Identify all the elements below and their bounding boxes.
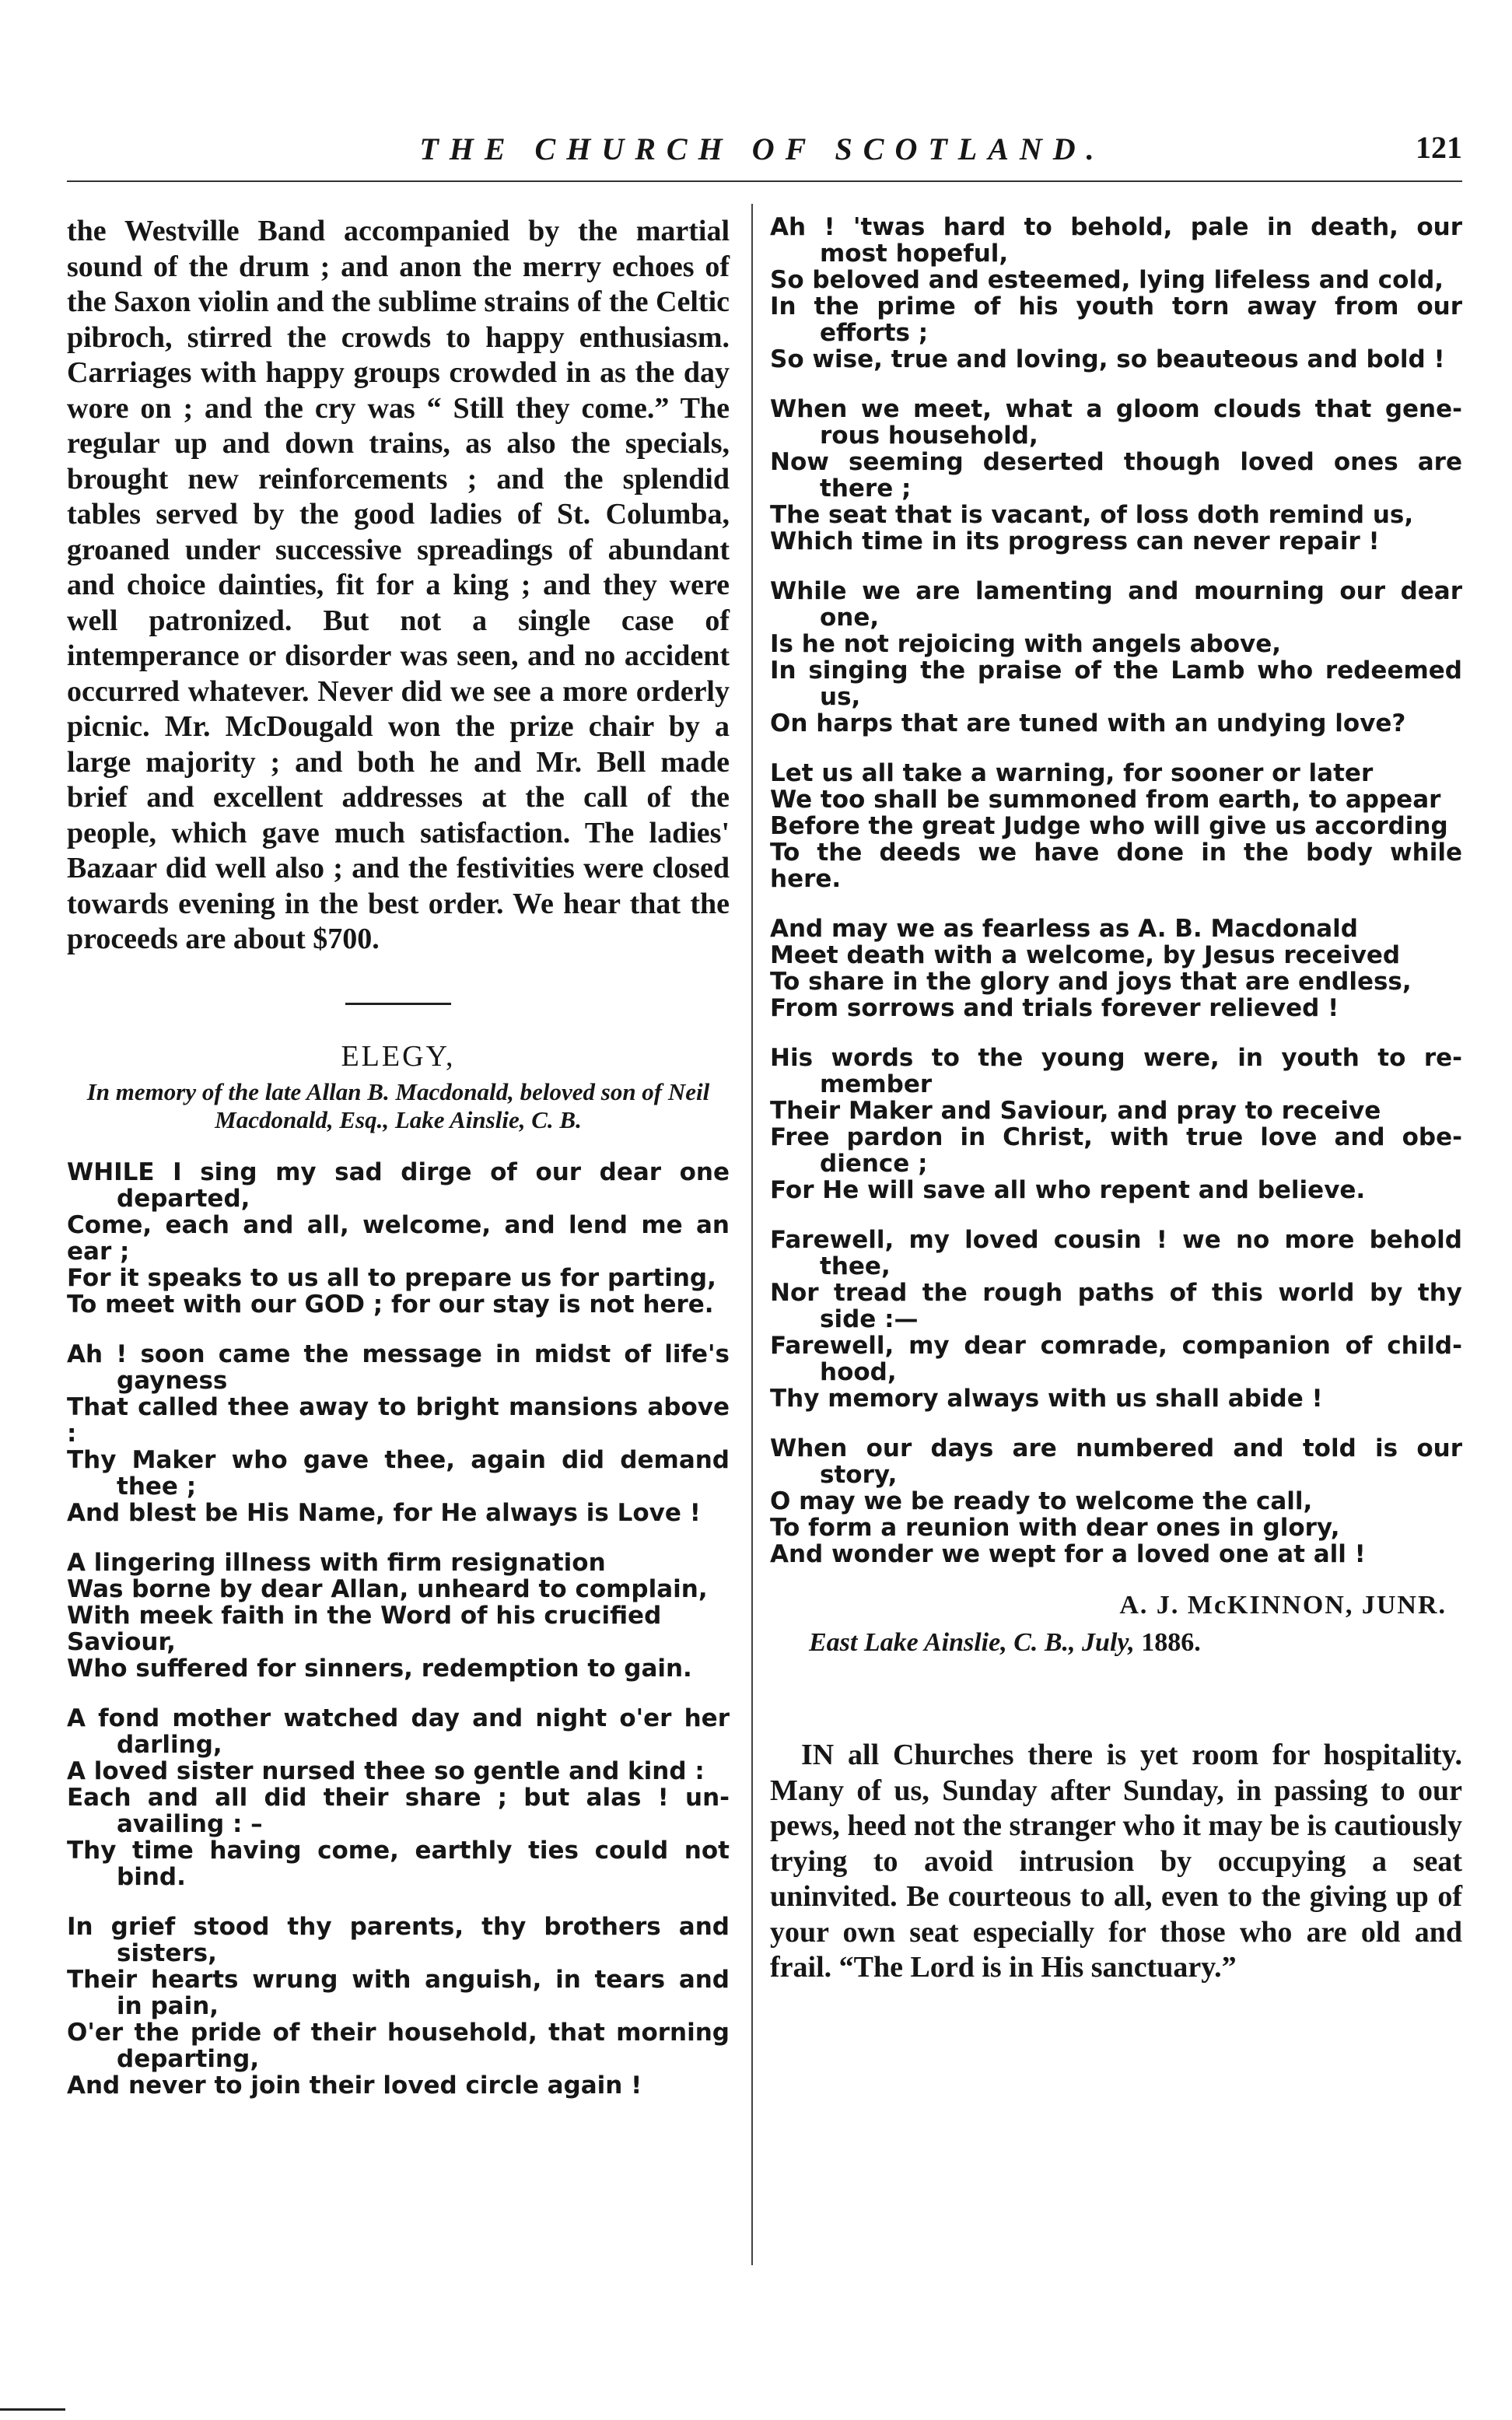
column-divider: [751, 204, 753, 2265]
poem-line: Saviour,: [67, 1627, 176, 1656]
poem-line: rous household,: [820, 422, 1038, 450]
poem-line: Now seeming deserted though loved ones are: [770, 448, 1462, 476]
hospitality-paragraph: IN all Churches there is yet room for hospitality. Many of us, Sunday after Sunday, in passing to our pews, heed not the stranger who it may be is cautiously trying to avoid intrusion by occupying a seat uninvited. Be courteous to all, even to the giving up of your own seat especially for those who are old and frail. “The Lord is in His sanctuary.”: [770, 1739, 1462, 1984]
poem-stanza: [67, 1550, 730, 1682]
poem-line: Let us all take a warning, for sooner or later: [770, 759, 1374, 787]
poem-line: Thy Maker who gave thee, again did demand: [67, 1445, 730, 1474]
poem-line: Ah ! soon came the message in midst of life's: [67, 1340, 730, 1368]
poem-stanza: [770, 396, 1462, 555]
poem-stanza: [770, 760, 1462, 892]
elegy-title: ELEGY,: [341, 1039, 456, 1073]
poem-line: us,: [820, 683, 861, 711]
poem-line: With meek faith in the Word of his crucified: [67, 1601, 662, 1630]
poem-line: O may we be ready to welcome the call,: [770, 1487, 1313, 1515]
poem-stanza: [770, 1045, 1462, 1203]
poem-line: So beloved and esteemed, lying lifeless and cold,: [770, 266, 1444, 294]
poem-line: member: [820, 1070, 933, 1098]
hospitality-note: [770, 1738, 1462, 1986]
poem-line: Their Maker and Saviour, and pray to receive: [770, 1097, 1381, 1125]
poem-line: Was borne by dear Allan, unheard to complain,: [67, 1574, 708, 1603]
poem-line: thee ;: [117, 1472, 197, 1501]
poem-line: Farewell, my loved cousin ! we no more behold: [770, 1226, 1462, 1254]
poem-place-date: [770, 1628, 1462, 1658]
poem-line: efforts ;: [820, 319, 929, 347]
poem-line: Ah ! 'twas hard to behold, pale in death, our: [770, 213, 1462, 241]
poem-signature: A. J. McKINNON, JUNR.: [1119, 1591, 1447, 1620]
poem-line: Come, each and all, welcome, and lend me an ear ;: [67, 1210, 730, 1266]
poem-line: Is he not rejoicing with angels above,: [770, 630, 1281, 658]
poem-line: Farewell, my dear comrade, companion of child-: [770, 1332, 1462, 1360]
poem-line: In grief stood thy parents, thy brothers and: [67, 1912, 730, 1941]
poem-line: When our days are numbered and told is our: [770, 1434, 1462, 1462]
poem-line: Before the great Judge who will give us according: [770, 812, 1448, 840]
poem-line: And may we as fearless as A. B. Macdonald: [770, 915, 1358, 943]
poem-line: That called thee away to bright mansions above :: [67, 1392, 730, 1448]
poem-stanza: [67, 1705, 730, 1890]
poem-line: A fond mother watched day and night o'er her: [67, 1704, 730, 1732]
poem-line: For He will save all who repent and believe.: [770, 1176, 1366, 1204]
left-column: [67, 214, 730, 2122]
poem-line: WHILE I sing my sad dirge of our dear one: [67, 1157, 730, 1186]
section-rule: [345, 1003, 451, 1005]
poem-line: In the prime of his youth torn away from our: [770, 292, 1462, 320]
poem-line: Each and all did their share ; but alas ! un-: [67, 1783, 730, 1812]
poem-line: Their hearts wrung with anguish, in tears and: [67, 1965, 730, 1994]
poem-line: A lingering illness with firm resignation: [67, 1548, 606, 1577]
poem-line: departing,: [117, 2044, 260, 2073]
poem-line: And blest be His Name, for He always is Love !: [67, 1498, 701, 1527]
poem-line: Free pardon in Christ, with true love and obe-: [770, 1123, 1462, 1151]
poem-line: Meet death with a welcome, by Jesus received: [770, 941, 1401, 969]
poem-line: hood,: [820, 1358, 897, 1386]
page-number: 121: [1416, 130, 1462, 165]
poem-line: His words to the young were, in youth to re-: [770, 1044, 1462, 1072]
poem-stanza: [67, 1159, 730, 1318]
poem-line: O'er the pride of their household, that morning: [67, 2018, 730, 2047]
poem-line: most hopeful,: [820, 240, 1009, 268]
article-tail: [67, 214, 730, 958]
poem-line: To share in the glory and joys that are endless,: [770, 968, 1412, 996]
poem-line: Which time in its progress can never repair !: [770, 527, 1380, 555]
poem-line: And wonder we wept for a loved one at all !: [770, 1540, 1366, 1568]
poem-line: availing : –: [117, 1809, 263, 1838]
poem-line: We too shall be summoned from earth, to appear: [770, 786, 1441, 814]
elegy-poem-right: [770, 214, 1462, 1567]
poem-line: In singing the praise of the Lamb who redeemed: [770, 657, 1462, 685]
poem-line: dience ;: [820, 1150, 928, 1178]
poem-stanza: [770, 578, 1462, 737]
poem-line: one,: [820, 604, 880, 632]
poem-line: From sorrows and trials forever relieved !: [770, 994, 1339, 1022]
poem-stanza: [770, 1227, 1462, 1412]
article-paragraph: the Westville Band accompanied by the martial sound of the drum ; and anon the merry echoes of the Saxon violin and the sublime strains of the Celtic pibroch, stirred the crowds to happy enthusiasm. Carriages with happy groups crowded in as the day wore on ; and the cry was “ Still they come.” The regular up and down trains, as also the specials, brought new reinforcements ; and the splendid tables served by the good ladies of St. Columba, groaned under successive spreadings of abundant and choice dainties, fit for a king ; and they were well patronized. But not a single case of intemperance or disorder was seen, and no accident occurred whatever. Never did we see a more orderly picnic. Mr. McDougald won the prize chair by a large majority ; and both he and Mr. Bell made brief and excellent addresses at the call of the people, which gave much satisfaction. The ladies' Bazaar did well also ; and the festivities were closed towards evening in the best order. We hear that the proceeds are about $700.: [67, 215, 730, 955]
poem-line: Nor tread the rough paths of this world by thy: [770, 1279, 1462, 1307]
elegy-poem-left: [67, 1159, 730, 2099]
running-title: THE CHURCH OF SCOTLAND.: [419, 131, 1105, 166]
right-column: [770, 214, 1462, 1986]
elegy-dedication: In memory of the late Allan B. Macdonald, beloved son of Neil Macdonald, Esq., Lake Ainslie, C. B.: [86, 1077, 710, 1133]
page-edge-mark: [0, 2408, 65, 2411]
poem-line: When we meet, what a gloom clouds that gene-: [770, 395, 1462, 423]
poem-line: departed,: [117, 1184, 250, 1213]
poem-line: So wise, true and loving, so beauteous and bold !: [770, 345, 1445, 373]
poem-line: And never to join their loved circle again !: [67, 2071, 642, 2100]
poem-line: sisters,: [117, 1938, 217, 1967]
poem-line: For it speaks to us all to prepare us for parting,: [67, 1263, 716, 1292]
poem-line: bind.: [117, 1862, 186, 1891]
poem-stanza: [770, 916, 1462, 1021]
poem-line: story,: [820, 1461, 898, 1489]
poem-line: The seat that is vacant, of loss doth remind us,: [770, 501, 1414, 529]
poem-line: A loved sister nursed thee so gentle and kind :: [67, 1756, 705, 1785]
poem-stanza: [770, 1435, 1462, 1567]
poem-line: On harps that are tuned with an undying love?: [770, 709, 1406, 737]
poem-line: darling,: [117, 1730, 222, 1759]
poem-line: side :—: [820, 1305, 919, 1333]
poem-line: To meet with our GOD ; for our stay is not here.: [67, 1290, 714, 1319]
poem-stanza: [770, 214, 1462, 373]
poem-line: thee,: [820, 1252, 891, 1280]
poem-line: While we are lamenting and mourning our dear: [770, 577, 1462, 605]
poem-line: Thy memory always with us shall abide !: [770, 1385, 1323, 1413]
poem-stanza: [67, 1914, 730, 2099]
poem-line: To the deeds we have done in the body while here.: [770, 839, 1462, 893]
poem-stanza: [67, 1341, 730, 1526]
year: 1886.: [1141, 1628, 1201, 1657]
poem-line: Who suffered for sinners, redemption to gain.: [67, 1654, 692, 1683]
poem-line: Thy time having come, earthly ties could not: [67, 1836, 730, 1865]
poem-line: in pain,: [117, 1991, 219, 2020]
poem-line: To form a reunion with dear ones in glory,: [770, 1514, 1340, 1542]
poem-line: there ;: [820, 475, 912, 503]
poem-line: gayness: [117, 1366, 228, 1395]
header-rule: [67, 180, 1462, 182]
place-name: East Lake Ainslie, C. B., July,: [809, 1628, 1135, 1657]
